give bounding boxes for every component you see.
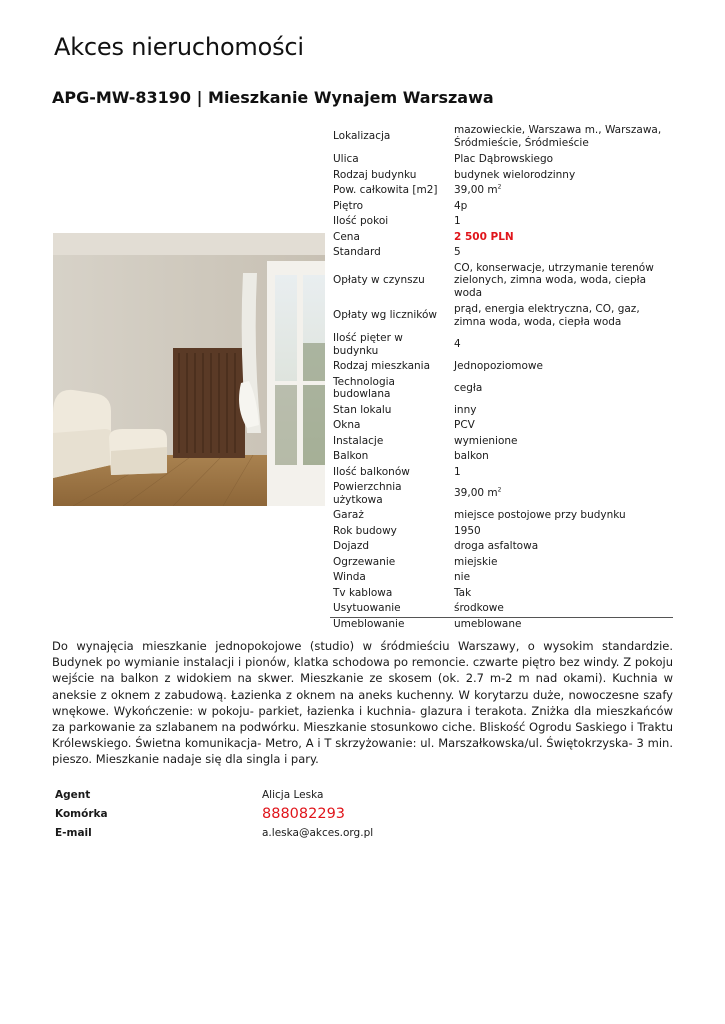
unit-superscript: 2	[497, 486, 502, 494]
param-value	[451, 539, 673, 555]
param-label: Rodzaj budynku	[333, 168, 417, 181]
param-value	[451, 465, 673, 481]
param-value-text: prąd, energia elektryczna, CO, gaz, zimna woda, woda, ciepła woda	[454, 303, 640, 328]
param-value-text: 1	[454, 465, 461, 478]
param-row	[330, 331, 673, 359]
param-value-text: budynek wielorodzinny	[454, 168, 576, 181]
param-row	[330, 301, 673, 331]
param-value-text: wymienione	[454, 434, 518, 447]
param-label: Piętro	[333, 199, 364, 212]
param-value-text: mazowieckie, Warszawa m., Warszawa, Śródmieście, Śródmieście	[454, 124, 662, 149]
param-value-text: miejskie	[454, 555, 498, 568]
param-label: Opłaty w czynszu	[333, 274, 425, 286]
param-row	[330, 199, 673, 215]
param-value	[451, 245, 673, 261]
param-value-text: CO, konserwacje, utrzymanie terenów zielonych, zimna woda, woda, ciepła woda	[454, 261, 654, 299]
param-value-text: nie	[454, 571, 471, 583]
param-row	[330, 570, 673, 586]
param-value-text: 2 500 PLN	[454, 230, 514, 243]
param-value-text: Plac Dąbrowskiego	[454, 153, 554, 165]
param-value	[451, 570, 673, 586]
param-value	[451, 617, 673, 633]
param-row	[330, 449, 673, 465]
param-label: Ulica	[333, 153, 359, 165]
param-value	[451, 261, 673, 302]
param-value-text: 5	[454, 246, 461, 258]
agent-label: Agent	[55, 788, 91, 801]
price-value	[451, 230, 673, 246]
param-label: Pow. całkowita [m2]	[333, 184, 438, 196]
param-value	[451, 122, 673, 152]
param-row	[330, 230, 673, 246]
property-parameters-table	[330, 122, 673, 632]
email-row	[52, 823, 373, 842]
param-value	[451, 403, 673, 419]
param-row	[330, 168, 673, 184]
param-value-text: Jednopoziomowe	[454, 360, 543, 372]
param-label: Umeblowanie	[333, 617, 405, 630]
param-row	[330, 183, 673, 199]
param-value	[451, 359, 673, 375]
param-value	[451, 331, 673, 359]
param-value-text: droga asfaltowa	[454, 540, 539, 552]
param-row	[330, 152, 673, 168]
param-value-text: 39,00 m	[454, 184, 498, 196]
param-row	[330, 359, 673, 375]
param-value-text: PCV	[454, 419, 475, 431]
param-row	[330, 434, 673, 450]
param-label: Standard	[333, 246, 381, 258]
param-value	[451, 168, 673, 184]
property-parameters-body	[330, 122, 673, 632]
param-value-text: cegła	[454, 381, 483, 394]
param-row	[330, 261, 673, 302]
param-label: Okna	[333, 419, 361, 431]
param-label: Rodzaj mieszkania	[333, 360, 431, 372]
param-value-text: 1	[454, 215, 461, 227]
param-label: Balkon	[333, 450, 369, 462]
param-value	[451, 418, 673, 434]
param-value-text: Tak	[454, 586, 472, 599]
email-label: E-mail	[55, 826, 92, 839]
param-value	[451, 375, 673, 403]
param-label: Cena	[333, 230, 360, 243]
param-value-text: 1950	[454, 524, 481, 537]
param-value	[451, 183, 673, 199]
param-value	[451, 586, 673, 602]
param-row	[330, 480, 673, 508]
param-value	[451, 152, 673, 168]
param-value-text: środkowe	[454, 602, 504, 614]
param-label: Opłaty wg liczników	[333, 309, 438, 322]
param-label: Tv kablowa	[333, 586, 393, 599]
param-row	[330, 214, 673, 230]
param-row	[330, 586, 673, 602]
param-value-text: 4	[454, 338, 461, 351]
phone-label: Komórka	[55, 807, 108, 820]
unit-superscript: 2	[497, 183, 502, 191]
agent-phone[interactable]: 888082293	[262, 805, 346, 822]
table-divider	[330, 617, 673, 618]
param-value	[451, 199, 673, 215]
param-value	[451, 301, 673, 331]
param-value	[451, 449, 673, 465]
param-value	[451, 555, 673, 571]
param-row	[330, 245, 673, 261]
param-row	[330, 617, 673, 633]
param-label: Garaż	[333, 509, 364, 521]
param-label: Ilość balkonów	[333, 465, 410, 478]
param-label: Powierzchnia użytkowa	[333, 481, 402, 506]
listing-description: Do wynajęcia mieszkanie jednopokojowe (studio) w śródmieściu Warszawy, o wysokim standardzie. Budynek po wymianie instalacji i pionów, klatka schodowa po remoncie. czwarte piętro bez windy. Z pokoju wejście na balkon z widokiem na skwer. Mieszkanie ze skosem (ok. 2.7 m-2 m nad okami). Kuchnia w aneksie z oknem z zabudową. Łazienka z oknem na aneks kuchenny. W korytarzu duże, nowoczesne szafy wnękowe. Wykończenie: w pokoju- parkiet, łazienka i kuchnia- glazura i terakota. Zniżka dla mieszkańców za parkowanie za szlabanem na podwórku. Mieszkanie stosunkowo ciche. Bliskość Ogrodu Saskiego i Traktu Królewskiego. Świetna komunikacja- Metro, A i T skrzyżowanie: ul. Marszałkowska/ul. Świętokrzyska- 3 min. pieszo. Mieszkanie nadaje się dla singla i pary.	[52, 639, 673, 767]
param-row	[330, 375, 673, 403]
apartment-photo	[53, 233, 325, 506]
param-value-text: umeblowane	[454, 617, 522, 630]
param-value-text: balkon	[454, 450, 489, 462]
param-label: Winda	[333, 571, 366, 583]
param-value	[451, 214, 673, 230]
param-value	[451, 524, 673, 540]
param-label: Lokalizacja	[333, 130, 391, 143]
param-label: Instalacje	[333, 434, 384, 447]
param-label: Usytuowanie	[333, 602, 401, 614]
param-row	[330, 524, 673, 540]
param-row	[330, 418, 673, 434]
param-value-text: 4p	[454, 199, 468, 212]
company-brand: Akces nieruchomości	[54, 33, 304, 61]
agent-name: Alicja Leska	[262, 788, 324, 801]
param-row	[330, 555, 673, 571]
phone-row	[52, 804, 373, 823]
param-value	[451, 434, 673, 450]
param-row	[330, 465, 673, 481]
param-value-text: miejsce postojowe przy budynku	[454, 509, 626, 521]
param-row	[330, 403, 673, 419]
param-value-text: inny	[454, 403, 477, 416]
param-row	[330, 122, 673, 152]
param-row	[330, 539, 673, 555]
agent-email[interactable]: a.leska@akces.org.pl	[262, 826, 374, 839]
param-label: Ogrzewanie	[333, 555, 396, 568]
param-label: Technologia budowlana	[333, 375, 395, 400]
agent-row	[52, 785, 373, 804]
listing-title: APG-MW-83190 | Mieszkanie Wynajem Warszawa	[52, 88, 494, 107]
param-value	[451, 508, 673, 524]
param-label: Dojazd	[333, 540, 370, 552]
param-label: Stan lokalu	[333, 403, 392, 416]
param-value-text: 39,00 m	[454, 487, 498, 500]
param-row	[330, 601, 673, 617]
param-row	[330, 508, 673, 524]
param-value	[451, 601, 673, 617]
param-label: Ilość pięter w budynku	[333, 332, 403, 357]
agent-contact	[52, 785, 373, 842]
param-label: Ilość pokoi	[333, 215, 389, 227]
param-value	[451, 480, 673, 508]
param-label: Rok budowy	[333, 524, 397, 537]
